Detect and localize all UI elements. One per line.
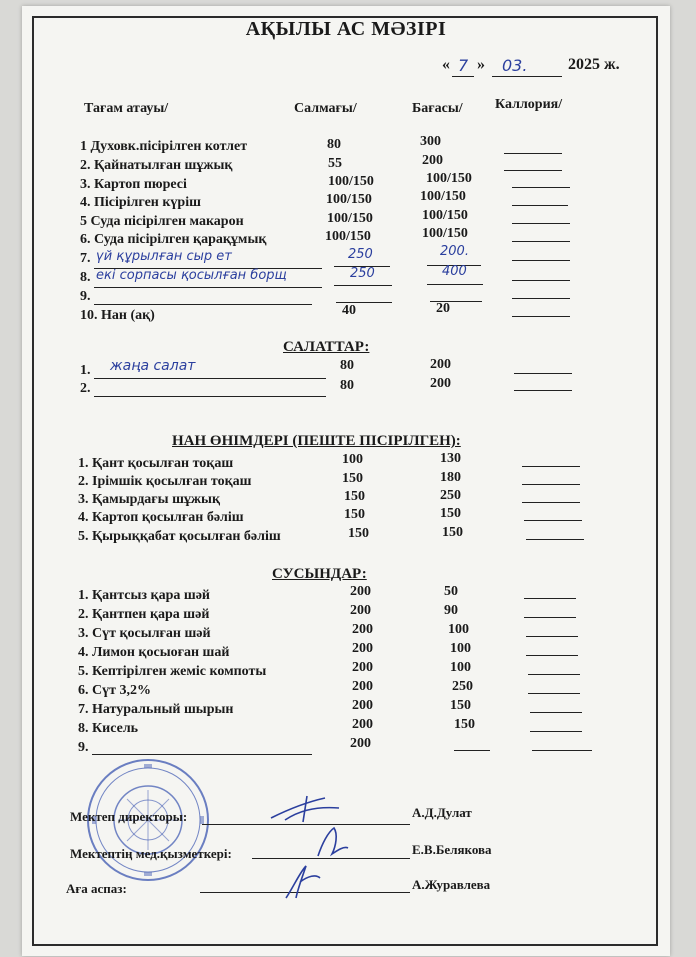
date-open-quote: «	[442, 56, 450, 73]
item-weight: 200	[352, 679, 373, 694]
calorie-blank	[530, 731, 582, 732]
item-weight: 80	[327, 137, 341, 152]
calorie-blank	[522, 484, 580, 485]
list-item: үй құрылған сыр ет	[96, 249, 232, 264]
item-price: 90	[444, 603, 458, 618]
item-weight: 200	[350, 603, 371, 618]
item-price: 150	[442, 525, 463, 540]
item-weight: 40	[342, 303, 356, 318]
header-weight: Салмағы/	[294, 101, 357, 116]
item-weight: 200	[350, 584, 371, 599]
item-price: 300	[420, 134, 441, 149]
item-weight: 100	[342, 452, 363, 467]
calorie-blank	[504, 153, 562, 154]
item-weight: 200	[352, 641, 373, 656]
list-item: 4. Картоп қосылған бәліш	[78, 510, 244, 525]
item-weight: 200	[350, 736, 371, 751]
list-item: 5 Суда пісірілген макарон	[80, 214, 244, 229]
date-close-quote: »	[477, 56, 485, 73]
item-weight: 250	[348, 247, 373, 262]
date-day-line	[452, 76, 474, 77]
item-price: 100	[448, 622, 469, 637]
calorie-blank	[514, 373, 572, 374]
calorie-blank	[524, 617, 576, 618]
list-item: 6. Сүт 3,2%	[78, 683, 151, 698]
item-number: 8.	[80, 270, 91, 285]
calorie-blank	[530, 712, 582, 713]
price-blank	[427, 284, 483, 285]
header-name: Тағам атауы/	[84, 101, 169, 116]
item-weight: 100/150	[325, 229, 371, 244]
list-item: 2. Ірімшік қосылған тоқаш	[78, 474, 252, 489]
item-weight: 55	[328, 156, 342, 171]
item-price: 100/150	[422, 208, 468, 223]
signature-role-chef: Аға аспаз:	[66, 881, 127, 896]
item-price: 150	[440, 506, 461, 521]
signature-name-director: А.Д.Дулат	[412, 805, 472, 820]
list-item: 4. Лимон қосыоған шай	[78, 645, 230, 660]
page-title: АҚЫЛЫ АС МӘЗІРІ	[245, 18, 447, 40]
list-item: 5. Кептірілген жеміс компоты	[78, 664, 267, 679]
date-month: 03.	[502, 56, 528, 75]
item-price: 100	[450, 641, 471, 656]
header-calories: Каллория/	[495, 97, 563, 112]
list-item: 2. Қайнатылған шұжық	[80, 158, 233, 173]
calorie-blank	[526, 539, 584, 540]
item-weight: 200	[352, 698, 373, 713]
item-number: 9.	[80, 289, 91, 304]
item-price: 400	[442, 264, 467, 279]
item-number: 1.	[80, 363, 91, 378]
item-price: 130	[440, 451, 461, 466]
name-blank	[92, 754, 312, 755]
weight-blank	[334, 285, 392, 286]
list-item: 6. Суда пісірілген қарақұмық	[80, 232, 267, 247]
calorie-blank	[522, 466, 580, 467]
item-weight: 200	[352, 717, 373, 732]
calorie-blank	[504, 170, 562, 171]
item-price: 200	[422, 153, 443, 168]
name-blank	[94, 396, 326, 397]
item-weight: 150	[344, 507, 365, 522]
section-title-bakery: НАН ӨНІМДЕРІ (ПЕШТЕ ПІСІРІЛГЕН):	[172, 433, 461, 449]
list-item: 5. Қырыққабат қосылған бәліш	[78, 529, 281, 544]
item-price: 200	[430, 376, 451, 391]
nurse-signature-icon	[312, 824, 352, 860]
item-price: 20	[436, 301, 450, 316]
list-item: 1. Қантсыз қара шәй	[78, 588, 210, 603]
section-title-salads: САЛАТТАР:	[283, 339, 370, 355]
item-price: 180	[440, 470, 461, 485]
calorie-blank	[512, 260, 570, 261]
item-number: 2.	[80, 381, 91, 396]
calorie-blank	[512, 223, 570, 224]
item-weight: 150	[348, 526, 369, 541]
item-weight: 200	[352, 622, 373, 637]
calorie-blank	[514, 390, 572, 391]
calorie-blank	[528, 674, 580, 675]
list-item: 9.	[78, 740, 89, 755]
calorie-blank	[524, 520, 582, 521]
name-blank	[94, 304, 312, 305]
list-item: 4. Пісірілген күріш	[80, 195, 201, 210]
item-price: 250	[452, 679, 473, 694]
director-signature-icon	[267, 792, 347, 826]
item-price: 200.	[440, 244, 469, 259]
calorie-blank	[512, 241, 570, 242]
list-item: жаңа салат	[110, 358, 196, 374]
item-price: 100/150	[420, 189, 466, 204]
item-weight: 100/150	[326, 192, 372, 207]
list-item: 1. Қант қосылған тоқаш	[78, 456, 234, 471]
chef-signature-icon	[280, 862, 324, 902]
item-price: 100	[450, 660, 471, 675]
item-price: 250	[440, 488, 461, 503]
name-blank	[94, 378, 326, 379]
item-weight: 250	[350, 266, 375, 281]
calorie-blank	[512, 187, 570, 188]
item-weight: 100/150	[327, 211, 373, 226]
item-price: 100/150	[422, 226, 468, 241]
item-weight: 100/150	[328, 174, 374, 189]
item-weight: 80	[340, 378, 354, 393]
list-item: 2. Қантпен қара шәй	[78, 607, 210, 622]
item-price: 100/150	[426, 171, 472, 186]
calorie-blank	[512, 298, 570, 299]
signature-role-nurse: Мектептің мед.қызметкері:	[70, 846, 232, 861]
date-year: 2025 ж.	[568, 56, 620, 73]
list-item: 3. Қамырдағы шұжық	[78, 492, 221, 507]
header-price: Бағасы/	[412, 101, 463, 116]
calorie-blank	[528, 693, 580, 694]
item-price: 200	[430, 357, 451, 372]
menu-sheet	[22, 6, 670, 956]
list-item: 10. Нан (ақ)	[80, 308, 155, 323]
calorie-blank	[512, 280, 570, 281]
item-weight: 150	[342, 471, 363, 486]
list-item: 1 Духовк.пісірілген котлет	[80, 139, 248, 154]
item-number: 7.	[80, 251, 91, 266]
list-item: 3. Сүт қосылған шәй	[78, 626, 211, 641]
date-day: 7	[458, 56, 469, 75]
calorie-blank	[512, 205, 568, 206]
calorie-blank	[526, 636, 578, 637]
signature-role-director: Мектеп директоры:	[70, 809, 188, 824]
item-weight: 150	[344, 489, 365, 504]
calorie-blank	[532, 750, 592, 751]
item-weight: 200	[352, 660, 373, 675]
item-price: 150	[454, 717, 475, 732]
calorie-blank	[512, 316, 570, 317]
list-item: екі сорпасы қосылған борщ	[96, 268, 287, 283]
date-month-line	[492, 76, 562, 77]
list-item: 3. Картоп пюресі	[80, 177, 187, 192]
item-price: 150	[450, 698, 471, 713]
list-item: 7. Натуральный шырын	[78, 702, 234, 717]
item-weight: 80	[340, 358, 354, 373]
item-price: 50	[444, 584, 458, 599]
signature-name-chef: А.Журавлева	[412, 877, 491, 892]
name-blank	[94, 287, 322, 288]
section-title-drinks: СУСЫНДАР:	[272, 566, 367, 582]
price-blank	[454, 750, 490, 751]
calorie-blank	[526, 655, 578, 656]
calorie-blank	[524, 598, 576, 599]
list-item: 8. Кисель	[78, 721, 139, 736]
calorie-blank	[522, 502, 580, 503]
signature-name-nurse: Е.В.Белякова	[412, 842, 492, 857]
